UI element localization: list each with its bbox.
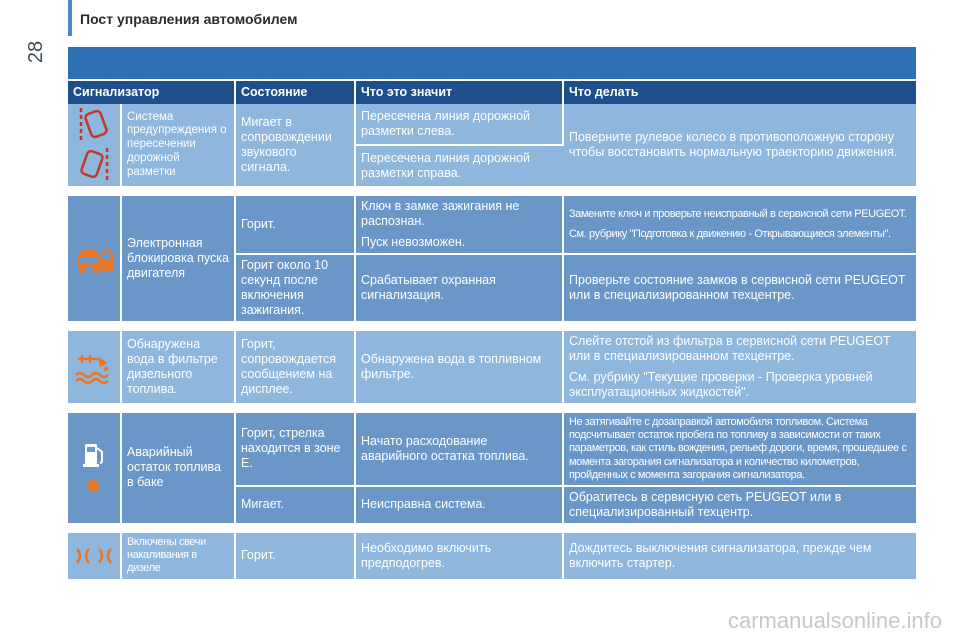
lane-action: Поверните рулевое колесо в противоположную сторону чтобы восстановить нормальную траекторию движения. (564, 104, 916, 188)
fuel-name: Аварийный остаток топлива в баке (122, 413, 236, 525)
immobilizer-name: Электронная блокировка пуска двигателя (122, 196, 236, 323)
fuel-pump-icon (79, 440, 109, 496)
water-in-fuel-icon (74, 349, 114, 385)
fuel-icon-cell (68, 413, 122, 525)
table-banner (68, 47, 916, 79)
lane-icon-cell (68, 104, 122, 188)
glow-plug-icon (73, 545, 115, 567)
immobilizer-action-1a: Замените ключ и проверьте неисправный в сервисной сети PEUGEOT. (569, 208, 907, 221)
immobilizer-meaning-2: Срабатывает охранная сигнализация. (356, 255, 564, 323)
water-icon-cell (68, 331, 122, 405)
fuel-meaning-1: Начато расходование аварийного остатка топлива. (356, 413, 564, 487)
glow-state: Горит. (236, 533, 356, 581)
fuel-state-1: Горит, стрелка находится в зоне E. (236, 413, 356, 487)
water-action-2: См. рубрику "Текущие проверки - Проверка уровней эксплуатационных жидкостей". (569, 370, 873, 399)
header-indicator: Сигнализатор (68, 81, 236, 104)
watermark: carmanualsonline.info (727, 608, 942, 633)
glow-name: Включены свечи накаливания в дизеле (122, 533, 236, 581)
fuel-meaning-2: Неисправна система. (356, 487, 564, 525)
header-state: Состояние (236, 81, 356, 104)
table-row-water (68, 331, 916, 405)
section-marker (68, 0, 72, 36)
header-meaning: Что это значит (356, 81, 564, 104)
water-action (564, 331, 916, 405)
immobilizer-action-1b: См. рубрику "Подготовка к движению - Открывающиеся элементы". (569, 227, 891, 240)
lane-name: Система предупреждения о пересечении дорожной разметки (122, 104, 236, 188)
immobilizer-meaning-1b: Пуск невозможен. (361, 235, 466, 249)
page-number: 28 (24, 40, 47, 64)
glow-action: Дождитесь выключения сигнализатора, прежде чем включить стартер. (564, 533, 916, 581)
header-action: Что делать (564, 81, 916, 104)
immobilizer-action-2: Проверьте состояние замков в сервисной сети PEUGEOT или в специализированном техцентре. (564, 255, 916, 323)
warning-lights-table (68, 81, 916, 581)
glow-icon-cell (68, 533, 122, 581)
immobilizer-icon-cell (68, 196, 122, 323)
immobilizer-meaning-1a: Ключ в замке зажигания не распознан. (361, 199, 520, 228)
fuel-state-2: Мигает. (236, 487, 356, 525)
lane-departure-icon (77, 106, 111, 184)
immobilizer-state-2: Горит около 10 секунд после включения зажигания. (236, 255, 356, 323)
table-row-lane (68, 104, 916, 146)
table-row-immobilizer (68, 196, 916, 255)
water-action-1: Слейте отстой из фильтра в сервисной сети PEUGEOT или в специализированном техцентре. (569, 334, 891, 363)
fuel-action-2: Обратитесь в сервисную сеть PEUGEOT или в специализированный техцентр. (564, 487, 916, 525)
immobilizer-action-1 (564, 196, 916, 255)
immobilizer-meaning-1 (356, 196, 564, 255)
fuel-action-1: Не затягивайте с дозаправкой автомобиля топливом. Система подсчитывает остаток пробега по топливу в зависимости от таких параметров, как стиль вождения, рельеф дороги, время, прошедшее с момента загорания сигнализатора и количество километров, пройденных с момента загорания сигнализатора. (564, 413, 916, 487)
water-meaning: Обнаружена вода в топливном фильтре. (356, 331, 564, 405)
section-title: Пост управления автомобилем (80, 11, 298, 27)
water-state: Горит, сопровождается сообщением на дисплее. (236, 331, 356, 405)
lane-meaning-left: Пересечена линия дорожной разметки слева. (356, 104, 564, 146)
table-row-fuel (68, 413, 916, 487)
immobilizer-state-1: Горит. (236, 196, 356, 255)
water-name: Обнаружена вода в фильтре дизельного топлива. (122, 331, 236, 405)
car-key-lock-icon (74, 242, 114, 276)
table-row-glow (68, 533, 916, 581)
lane-meaning-right: Пересечена линия дорожной разметки справа. (356, 146, 564, 188)
table-header-row (68, 81, 916, 104)
glow-meaning: Необходимо включить предподогрев. (356, 533, 564, 581)
lane-state: Мигает в сопровождении звукового сигнала. (236, 104, 356, 188)
